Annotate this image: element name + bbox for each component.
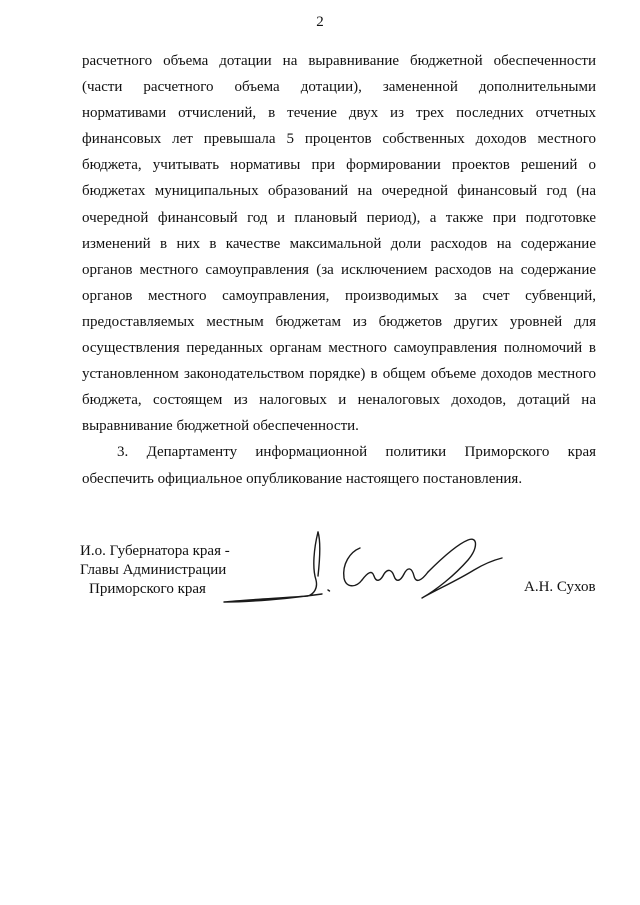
body-line: нормативами отчислений, в течение двух из трех последних отчетных — [82, 105, 596, 122]
body-line: (части расчетного объема дотации), замененной дополнительными — [82, 79, 596, 96]
body-line: бюджетах муниципальных образований на очередной финансовый год (на — [82, 183, 596, 200]
body-line: органов местного самоуправления, производимых за счет субвенций, — [82, 287, 596, 304]
paragraph-3-line: обеспечить официальное опубликование настоящего постановления. — [82, 470, 523, 487]
body-line: установленном законодательством порядке) в общем объеме доходов местного — [82, 366, 596, 383]
body-line: изменений в них в качестве максимальной доли расходов на содержание — [82, 235, 596, 252]
signer-title-line: Приморского края — [89, 581, 206, 597]
body-line: бюджета, состоящем из налоговых и неналоговых доходов, дотаций на — [82, 392, 596, 409]
paragraph-3-line: 3. Департаменту информационной политики Приморского края — [117, 444, 596, 461]
body-line: финансовых лет превышала 5 процентов собственных доходов местного — [82, 131, 596, 148]
body-line: выравнивание бюджетной обеспеченности. — [82, 418, 359, 435]
signer-title-line: Главы Администрации — [80, 562, 227, 578]
signer-title — [80, 542, 230, 599]
body-line: очередной финансовый год и плановый период), а также при подготовке — [82, 209, 596, 226]
body-line: осуществления переданных органам местного самоуправления полномочий в — [82, 340, 596, 357]
handwritten-signature — [222, 518, 522, 618]
body-line: расчетного объема дотации на выравнивание бюджетной обеспеченности — [82, 53, 596, 69]
body-line: предоставляемых местным бюджетам из бюджетов других уровней для — [82, 313, 596, 330]
body-line: органов местного самоуправления (за исключением расходов на содержание — [82, 261, 596, 278]
body-line: бюджета, учитывать нормативы при формировании проектов решений о — [82, 157, 596, 174]
page-number: 2 — [316, 14, 324, 30]
signer-title-line: И.о. Губернатора края - — [80, 543, 230, 559]
signer-name: А.Н. Сухов — [524, 579, 596, 595]
document-body — [82, 48, 596, 492]
